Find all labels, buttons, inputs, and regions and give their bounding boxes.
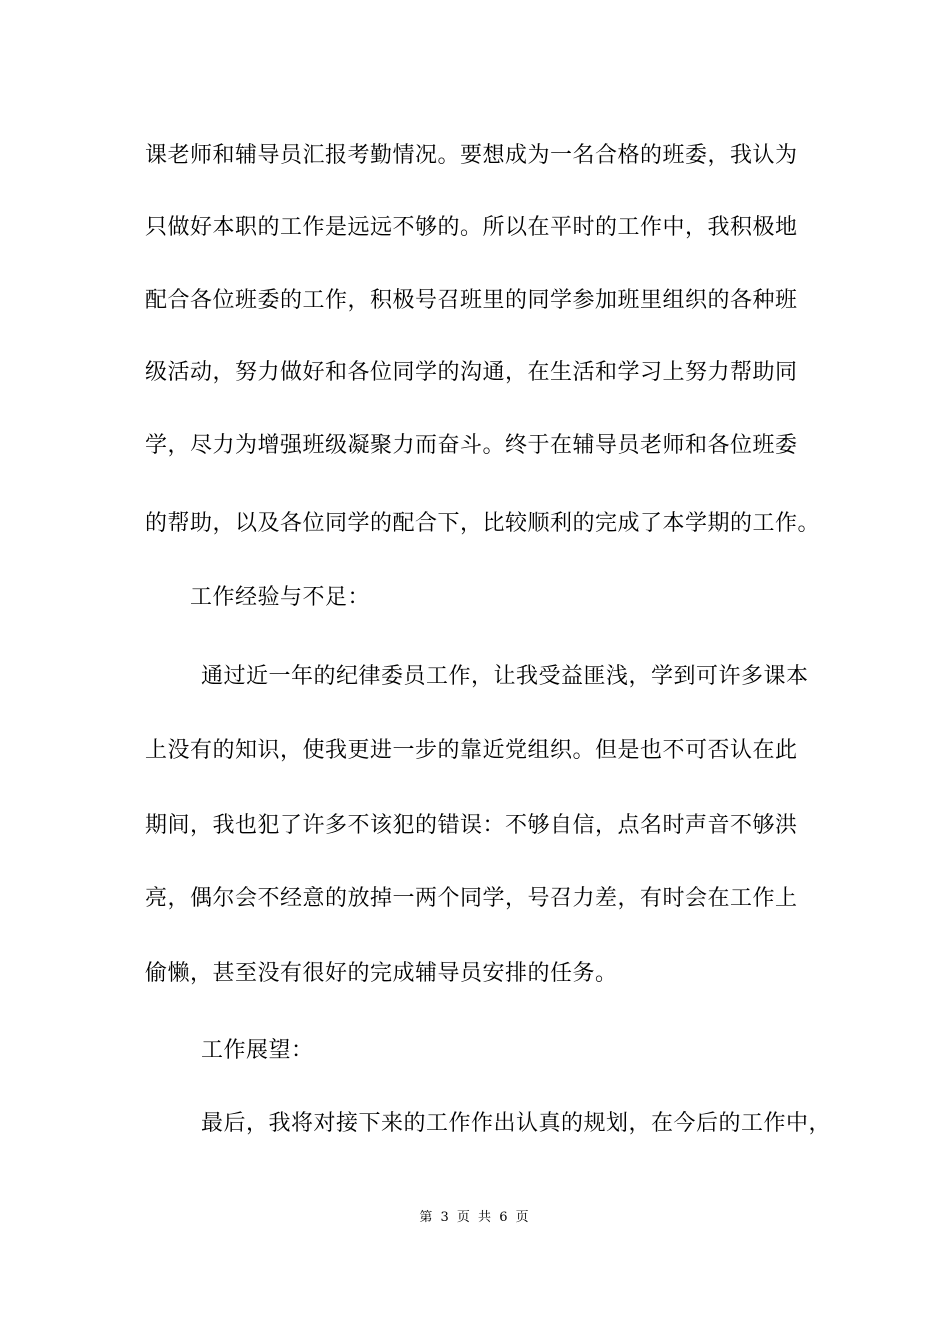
- text-line-2: 只做好本职的工作是远远不够的。所以在平时的工作中，我积极地: [145, 215, 798, 240]
- text-line-1: 课老师和辅导员汇报考勤情况。要想成为一名合格的班委，我认为: [145, 143, 798, 168]
- text-line-6: 的帮助，以及各位同学的配合下，比较顺利的完成了本学期的工作。: [145, 511, 821, 536]
- text-line-3: 配合各位班委的工作，积极号召班里的同学参加班里组织的各种班: [145, 288, 798, 313]
- text-line-5: 学，尽力为增强班级凝聚力而奋斗。终于在辅导员老师和各位班委: [145, 433, 798, 458]
- text-line-8: 通过近一年的纪律委员工作，让我受益匪浅，学到可许多课本: [201, 664, 809, 689]
- text-line-9: 上没有的知识，使我更进一步的靠近党组织。但是也不可否认在此: [145, 738, 798, 763]
- text-line-14: 最后，我将对接下来的工作作出认真的规划，在今后的工作中，: [201, 1111, 832, 1136]
- section-heading-experience: 工作经验与不足：: [190, 585, 371, 610]
- text-line-10: 期间，我也犯了许多不该犯的错误：不够自信，点名时声音不够洪: [145, 813, 798, 838]
- section-heading-outlook: 工作展望：: [201, 1038, 314, 1063]
- text-line-11: 亮，偶尔会不经意的放掉一两个同学，号召力差，有时会在工作上: [145, 886, 798, 911]
- page-number-footer: 第 3 页 共 6 页: [419, 1210, 531, 1225]
- text-line-12: 偷懒，甚至没有很好的完成辅导员安排的任务。: [145, 961, 618, 986]
- text-line-4: 级活动，努力做好和各位同学的沟通，在生活和学习上努力帮助同: [145, 360, 798, 385]
